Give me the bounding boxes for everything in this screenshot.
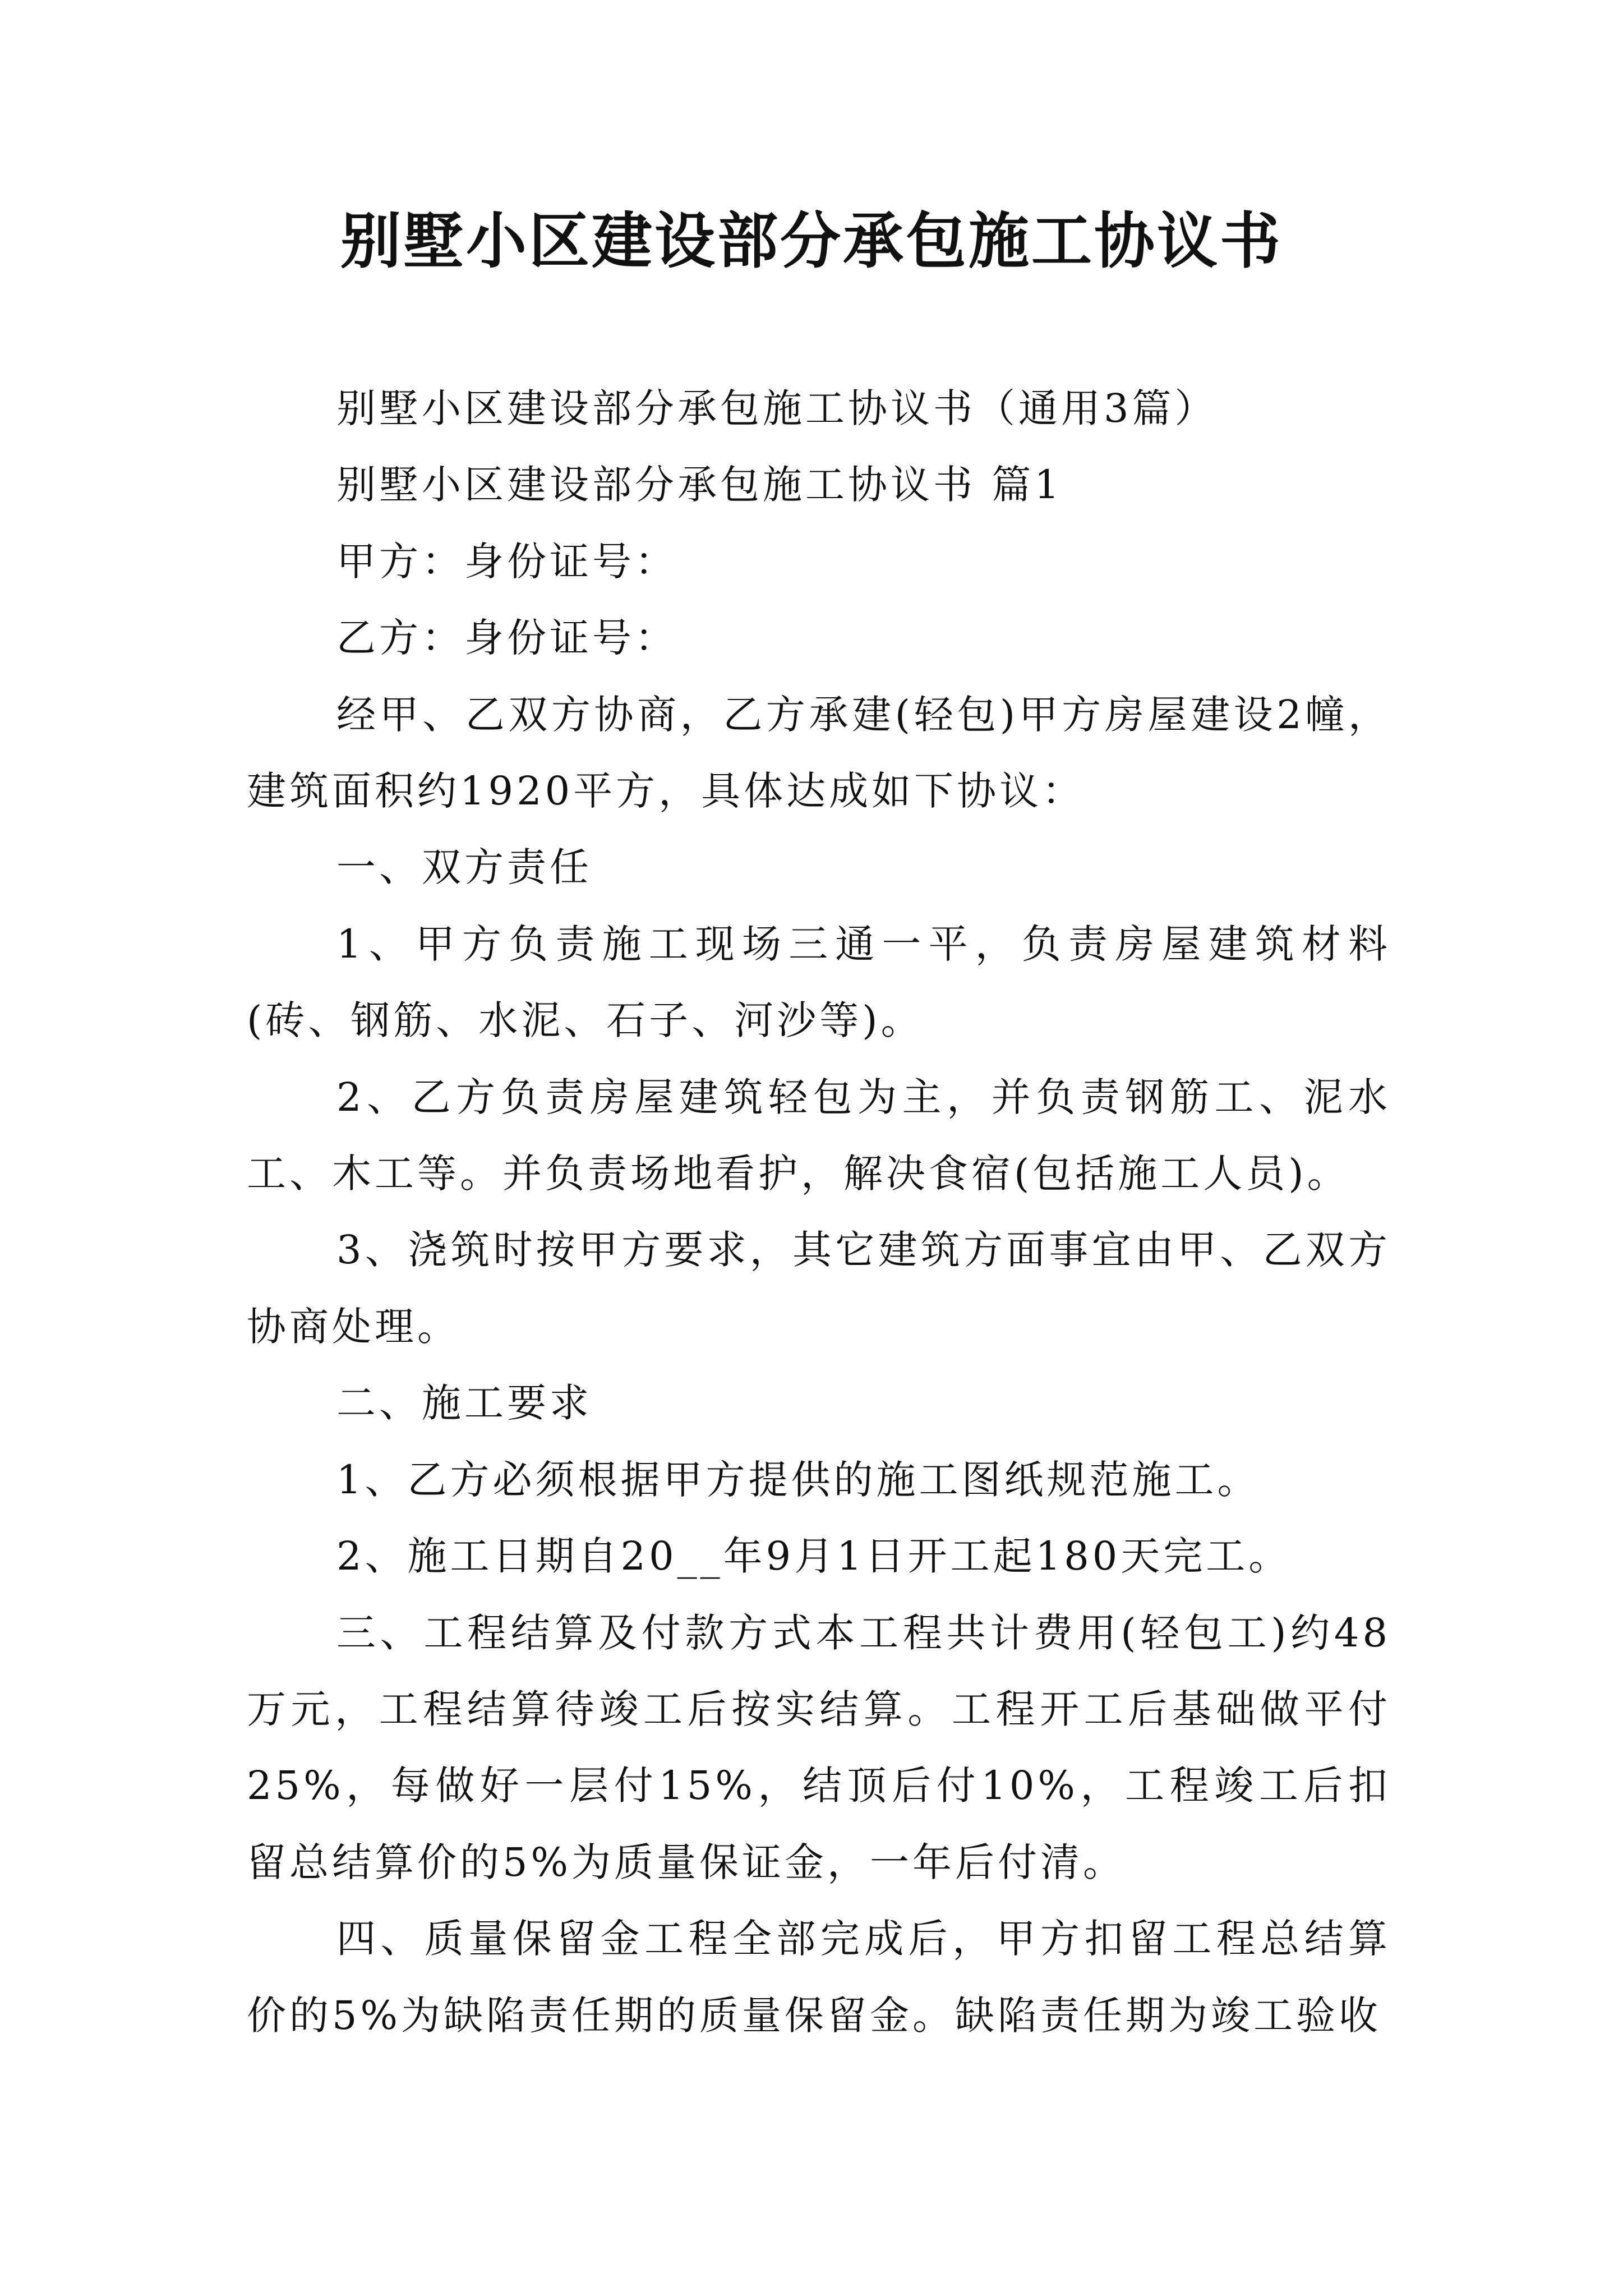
- paragraph-party-a: 甲方：身份证号：: [336, 538, 677, 585]
- paragraph-section-heading: 别墅小区建设部分承包施工协议书 篇1: [336, 462, 1063, 508]
- paragraph-clause-2-2: 2、施工日期自20__年9月1日开工起180天完工。: [336, 1533, 1292, 1580]
- paragraph-heading-requirements: 二、施工要求: [336, 1380, 592, 1427]
- paragraph-clause-4: 四、质量保留金工程全部完成后，甲方扣留工程总结算价的5%为缺陷责任期的质量保留金。缺陷责任期为竣工验收: [247, 1916, 1391, 2039]
- paragraph-heading-responsibilities: 一、双方责任: [336, 844, 592, 891]
- paragraph-clause-1-2: 2、乙方负责房屋建筑轻包为主，并负责钢筋工、泥水工、木工等。并负责场地看护，解决食宿(包括施工人员)。: [247, 1074, 1391, 1197]
- document-body: [247, 370, 1391, 2054]
- paragraph-clause-3: 三、工程结算及付款方式本工程共计费用(轻包工)约48万元，工程结算待竣工后按实结算。工程开工后基础做平付25%，每做好一层付15%，结顶后付10%，工程竣工后扣留总结算价的5%为质量保证金，一年后付清。: [247, 1609, 1391, 1885]
- document-title: 别墅小区建设部分承包施工协议书: [340, 206, 1283, 277]
- paragraph-clause-1-1: 1、甲方负责施工现场三通一平，负责房屋建筑材料(砖、钢筋、水泥、石子、河沙等)。: [247, 921, 1391, 1044]
- paragraph-intro: 经甲、乙双方协商，乙方承建(轻包)甲方房屋建设2幢，建筑面积约1920平方，具体达成如下协议：: [247, 691, 1391, 815]
- paragraph-party-b: 乙方：身份证号：: [336, 615, 677, 661]
- paragraph-clause-1-3: 3、浇筑时按甲方要求，其它建筑方面事宜由甲、乙双方协商处理。: [247, 1227, 1391, 1350]
- paragraph-subtitle: 别墅小区建设部分承包施工协议书（通用3篇）: [336, 385, 1218, 431]
- paragraph-clause-2-1: 1、乙方必须根据甲方提供的施工图纸规范施工。: [336, 1456, 1260, 1503]
